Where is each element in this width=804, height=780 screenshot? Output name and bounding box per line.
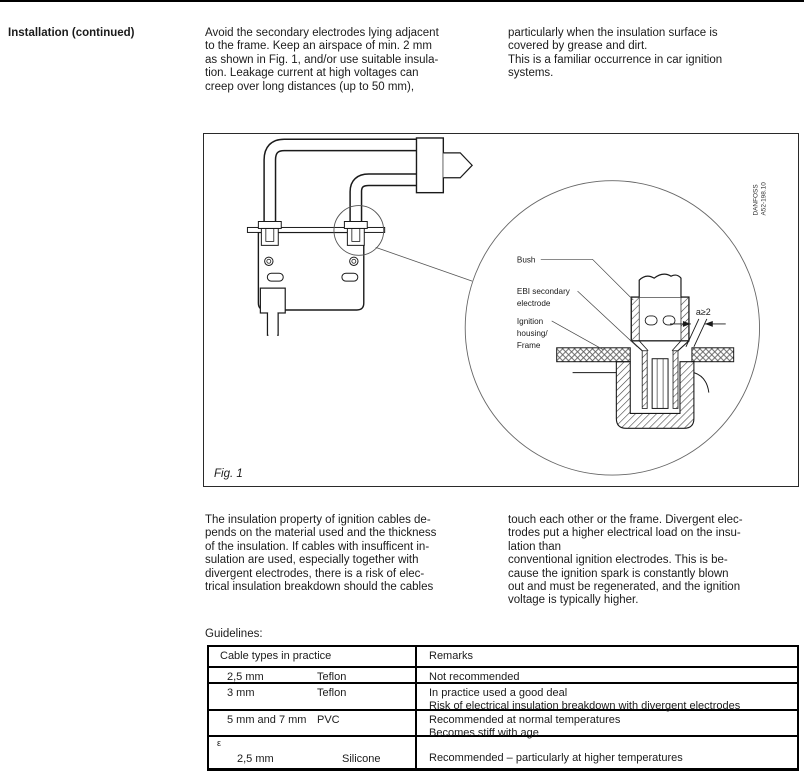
paragraph-line: covered by grease and dirt. bbox=[508, 40, 648, 53]
bush-body bbox=[631, 297, 689, 341]
cable-material: PVC bbox=[317, 714, 340, 726]
paragraph-line: trical insulation breakdown should the cables bbox=[205, 581, 434, 594]
intro-paragraph-left bbox=[205, 27, 439, 94]
cable-material: Silicone bbox=[342, 753, 381, 765]
label-ignition-housing-line3: Frame bbox=[516, 340, 541, 350]
figure-1-frame bbox=[203, 133, 799, 487]
cable-size: 3 mm bbox=[227, 687, 255, 699]
header-remarks: Remarks bbox=[415, 647, 797, 666]
body-paragraph-right bbox=[508, 514, 743, 608]
cable-connector-block bbox=[416, 138, 443, 193]
detail-leader-line bbox=[376, 247, 472, 281]
cable-guidelines-table bbox=[207, 645, 799, 771]
table-row bbox=[209, 666, 797, 682]
guidelines-label: Guidelines: bbox=[205, 628, 263, 640]
remark-line: Risk of electrical insulation breakdown with divergent electrodes bbox=[429, 700, 741, 712]
table-row bbox=[209, 709, 797, 739]
paragraph-line: out and must be regenerated, and the ignition bbox=[508, 581, 741, 594]
cable-material: Teflon bbox=[317, 687, 347, 699]
epsilon-marker: ε bbox=[217, 738, 222, 748]
figure-drawing bbox=[204, 134, 798, 486]
cable-size: 5 mm and 7 mm bbox=[227, 714, 307, 726]
paragraph-line: conventional ignition electrodes. This is be- bbox=[508, 554, 728, 567]
paragraph-line: creep over long distances (up to 50 mm), bbox=[205, 80, 415, 93]
drawing-number-brand: DANFOSS bbox=[752, 184, 760, 216]
paragraph-line: tion. Leakage current at high voltages can bbox=[205, 67, 419, 80]
cable-size: 2,5 mm bbox=[237, 753, 274, 765]
dimension-label: a≥2 bbox=[695, 306, 711, 317]
paragraph-line: This is a familiar occurrence in car ignition bbox=[508, 53, 723, 66]
intro-paragraph-right bbox=[508, 27, 722, 81]
paragraph-line: voltage is typically higher. bbox=[508, 594, 639, 607]
paragraph-line: lation than bbox=[508, 540, 562, 553]
drawing-number-code: A52-198.10 bbox=[760, 182, 768, 216]
remark-line: Recommended at normal temperatures bbox=[429, 714, 621, 726]
paragraph-line: as shown in Fig. 1, and/or use suitable insula- bbox=[205, 53, 439, 66]
remark-line: In practice used a good deal bbox=[429, 687, 568, 699]
header-cable-types: Cable types in practice bbox=[220, 650, 332, 662]
detail-circle bbox=[465, 181, 759, 475]
paragraph-line: of the insulation. If cables with insufficent in- bbox=[205, 540, 430, 553]
figure-caption: Fig. 1 bbox=[214, 468, 243, 480]
remark-line: Becomes stiff with age bbox=[429, 727, 539, 739]
paragraph-line: touch each other or the frame. Divergent elec- bbox=[508, 514, 743, 526]
remark-line: Not recommended bbox=[429, 671, 520, 683]
paragraph-line: sulation are used, especially together with bbox=[205, 554, 419, 567]
paragraph-line: cause the ignition spark is constantly blown bbox=[508, 567, 729, 580]
table-row bbox=[209, 735, 797, 768]
table-header-row bbox=[209, 647, 797, 666]
ignition-unit-drawing bbox=[247, 138, 472, 336]
paragraph-line: Avoid the secondary electrodes lying adjacent bbox=[205, 27, 439, 39]
label-ignition-housing-line1: Ignition bbox=[516, 316, 544, 326]
body-paragraph-left bbox=[205, 514, 436, 594]
label-ebi-electrode-line1: EBI secondary bbox=[516, 287, 570, 297]
cable-material: Teflon bbox=[317, 671, 347, 683]
drawing-number bbox=[753, 182, 768, 216]
cable-size: 2,5 mm bbox=[227, 671, 264, 683]
page-top-rule bbox=[0, 0, 804, 2]
paragraph-line: divergent electrodes, there is a risk of elec- bbox=[205, 567, 425, 580]
remark-line: Recommended – particularly at higher temperatures bbox=[429, 752, 683, 764]
paragraph-line: pends on the material used and the thickness bbox=[205, 527, 437, 540]
paragraph-line: to the frame. Keep an airspace of min. 2 mm bbox=[205, 40, 432, 53]
table-row bbox=[209, 682, 797, 712]
paragraph-line: The insulation property of ignition cables de- bbox=[205, 514, 431, 526]
cable-end bbox=[639, 274, 681, 297]
paragraph-line: systems. bbox=[508, 67, 554, 80]
label-ebi-electrode-line2: electrode bbox=[516, 299, 551, 309]
connector-plug-arrow bbox=[443, 153, 472, 178]
label-ignition-housing-line2: housing/ bbox=[516, 328, 548, 338]
section-title: Installation (continued) bbox=[8, 27, 135, 39]
label-bush: Bush bbox=[516, 255, 536, 265]
paragraph-line: trodes put a higher electrical load on the insu- bbox=[508, 527, 741, 540]
paragraph-line: particularly when the insulation surface is bbox=[508, 27, 718, 39]
